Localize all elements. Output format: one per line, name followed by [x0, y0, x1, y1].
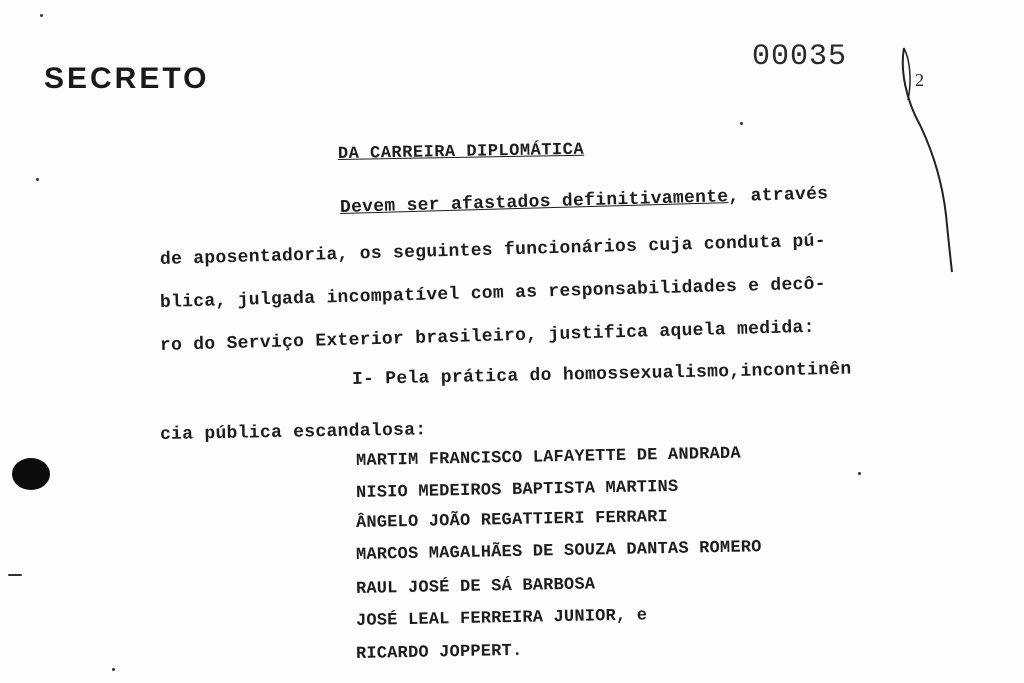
list-item: MARTIM FRANCISCO LAFAYETTE DE ANDRADA	[355, 444, 741, 471]
section-heading: DA CARREIRA DIPLOMÁTICA	[337, 140, 585, 164]
punch-hole	[12, 458, 50, 490]
paper-speck	[112, 668, 115, 671]
handwritten-margin-stroke	[890, 40, 970, 280]
paper-speck	[40, 14, 43, 17]
paper-speck	[740, 122, 743, 125]
body-line-3: blica, julgada incompatível com as responsabilidades e decô-	[159, 274, 827, 313]
item-1-line-1: I- Pela prática do homossexualismo,incontinên	[351, 359, 852, 390]
list-item: MARCOS MAGALHÃES DE SOUZA DANTAS ROMERO	[355, 538, 762, 565]
list-item: RAUL JOSÉ DE SÁ BARBOSA	[355, 575, 596, 599]
list-item: JOSÉ LEAL FERREIRA JUNIOR, e	[355, 606, 648, 631]
underlined-phrase: Devem ser afastados definitivamente	[339, 187, 729, 218]
margin-page-note: 2	[915, 70, 924, 90]
body-line-2: de aposentadoria, os seguintes funcionários cuja conduta pú-	[159, 231, 827, 270]
paper-speck	[858, 472, 861, 475]
document-number: 00035	[752, 40, 848, 74]
item-1-line-2: cia pública escandalosa:	[159, 420, 427, 445]
paper-speck	[36, 178, 39, 181]
paper-speck	[8, 574, 22, 576]
list-item: RICARDO JOPPERT.	[355, 641, 523, 664]
list-item: NISIO MEDEIROS BAPTISTA MARTINS	[355, 477, 679, 503]
body-line-1	[340, 184, 829, 218]
list-item: ÂNGELO JOÃO REGATTIERI FERRARI	[355, 508, 669, 533]
body-line-1-rest: , através	[728, 184, 829, 208]
body-line-4: ro do Serviço Exterior brasileiro, justifica aquela medida:	[159, 317, 816, 356]
classification-stamp: SECRETO	[44, 62, 210, 95]
